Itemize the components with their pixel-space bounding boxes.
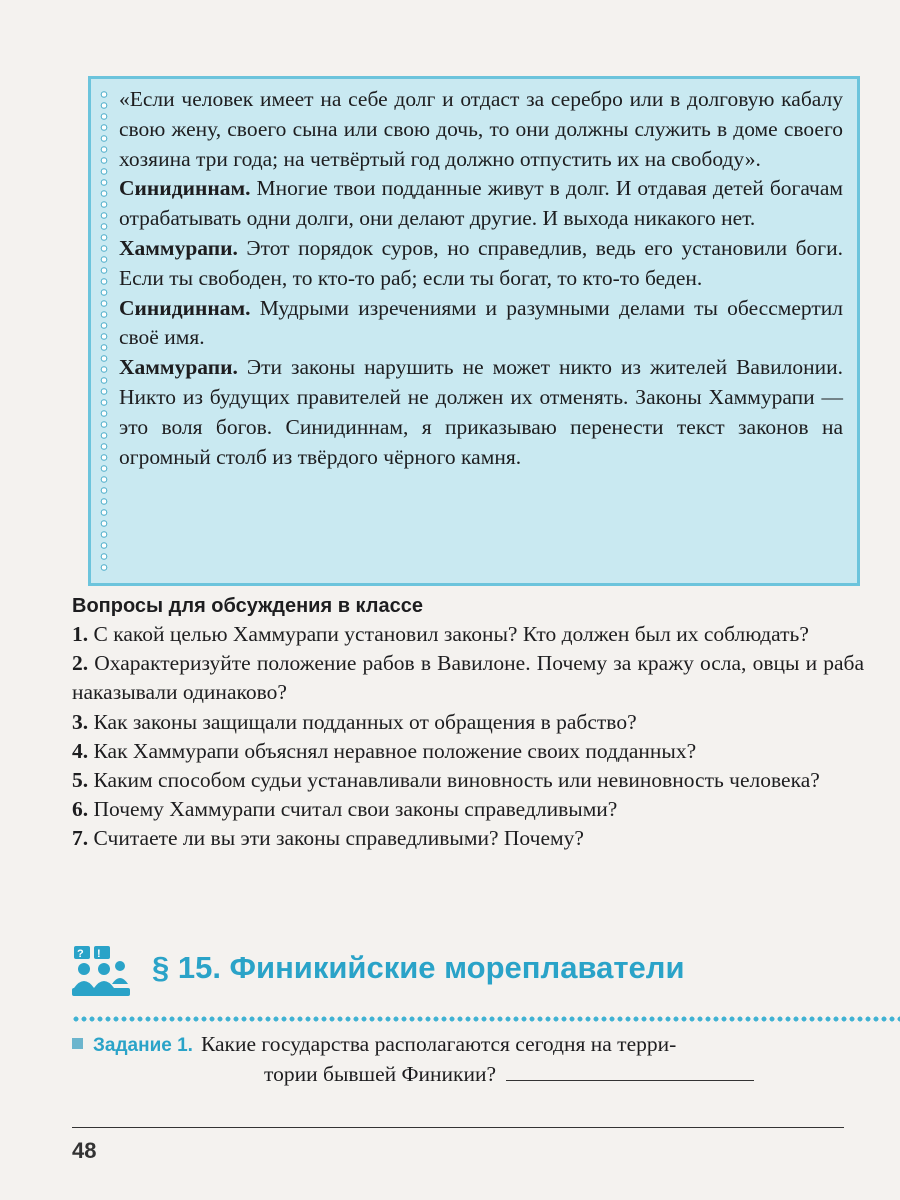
answer-line[interactable] xyxy=(72,1127,844,1128)
page-number: 48 xyxy=(72,1138,97,1163)
task-line-2 xyxy=(72,1060,862,1089)
discussion-questions xyxy=(72,592,864,854)
speaker-name: Синидиннам. xyxy=(119,176,251,201)
quote-text xyxy=(119,85,843,472)
quote-paragraph xyxy=(119,174,843,234)
paragraph-text: Многие твои подданные живут в долг. И отдавая детей богачам отрабатывать одни долги, они делают другие. И выхода никакого нет. xyxy=(119,176,843,231)
quote-box xyxy=(88,76,860,586)
quote-paragraph xyxy=(119,353,843,472)
task-text-line2: тории бывшей Финикии? xyxy=(264,1062,497,1086)
question-text: Почему Хаммурапи считал свои законы справедливыми? xyxy=(88,797,618,822)
question-text: Как Хаммурапи объяснял неравное положение своих подданных? xyxy=(88,738,697,763)
svg-text:!: ! xyxy=(97,948,101,960)
speaker-name: Синидиннам. xyxy=(119,295,251,320)
section-title: § 15. Финикийские мореплаватели xyxy=(152,950,685,985)
question-item xyxy=(72,649,864,707)
question-number: 6. xyxy=(72,797,89,822)
svg-text:?: ? xyxy=(77,948,84,960)
question-text: Как законы защищали подданных от обращения в рабство? xyxy=(88,709,637,734)
question-number: 3. xyxy=(72,709,89,734)
question-text: Охарактеризуйте положение рабов в Вавилоне. Почему за кражу осла, овцы и раба наказывали одинаково? xyxy=(72,651,864,705)
speaker-name: Хаммурапи. xyxy=(119,235,238,260)
quote-paragraph xyxy=(119,294,843,354)
question-number: 4. xyxy=(72,738,89,763)
dotted-border-decoration xyxy=(98,89,110,575)
answer-blank[interactable] xyxy=(506,1060,754,1081)
question-text: С какой целью Хаммурапи установил законы? Кто должен был их соблюдать? xyxy=(88,622,809,646)
speaker-name: Хаммурапи. xyxy=(119,355,238,380)
question-text: Считаете ли вы эти законы справедливыми? Почему? xyxy=(88,826,584,851)
paragraph-text: «Если человек имеет на себе долг и отдаст за серебро или в долговую кабалу свою жену, своего сына или свою дочь, то они должны служить в доме своего хозяина три года; на четвёртый год должно отпустить их на свободу». xyxy=(119,87,843,171)
task-label: Задание 1. xyxy=(93,1035,193,1056)
question-item xyxy=(72,708,864,737)
question-text: Каким способом судьи устанавливали виновность или невиновность человека? xyxy=(88,768,820,793)
people-discussion-icon xyxy=(72,944,130,998)
question-item xyxy=(72,620,864,649)
questions-heading: Вопросы для обсуждения в классе xyxy=(72,595,423,617)
task-text-line1: Какие государства располагаются сегодня на терри- xyxy=(200,1032,677,1056)
task-bullet-icon xyxy=(72,1038,83,1049)
question-number: 7. xyxy=(72,826,89,851)
quote-paragraph xyxy=(119,85,843,174)
question-item xyxy=(72,795,864,824)
question-item xyxy=(72,766,864,795)
question-item xyxy=(72,824,864,853)
questions-list xyxy=(72,620,864,854)
question-number: 2. xyxy=(72,651,89,676)
paragraph-text: Этот порядок суров, но справедлив, ведь его установили боги. Если ты свободен, то кто-то раб; если ты богат, то кто-то беден. xyxy=(119,235,843,290)
paragraph-text: Эти законы нарушить не может никто из жителей Вавилонии. Никто из будущих правителей не должен их отменять. Законы Хаммурапи — это воля богов. Синидиннам, я приказываю перенести текст законов на огромный столб из твёрдого чёрного камня. xyxy=(119,355,843,469)
dotted-divider xyxy=(72,1016,900,1022)
task-block xyxy=(72,1030,862,1089)
question-number: 5. xyxy=(72,768,89,793)
question-item xyxy=(72,737,864,766)
task-line-1 xyxy=(72,1030,862,1060)
question-number: 1. xyxy=(72,622,89,646)
paragraph-text: Мудрыми изречениями и разумными делами ты обессмертил своё имя. xyxy=(119,295,843,350)
quote-paragraph xyxy=(119,234,843,294)
